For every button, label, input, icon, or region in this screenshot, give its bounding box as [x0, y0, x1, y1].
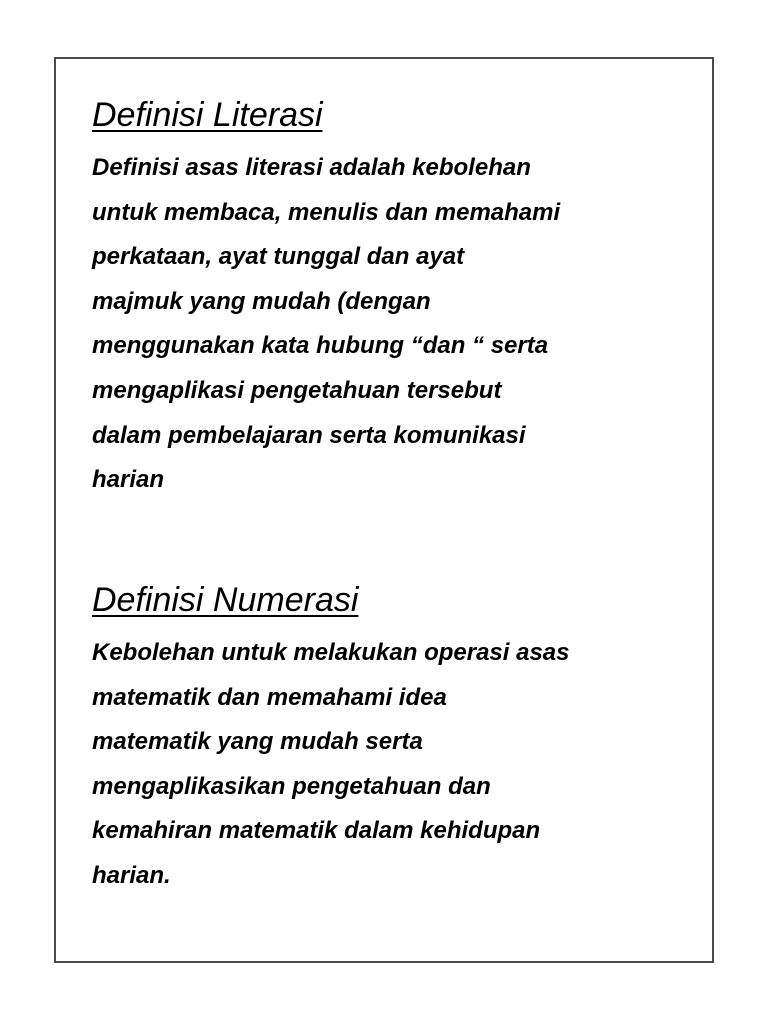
literasi-line: majmuk yang mudah (dengan — [92, 287, 431, 315]
numerasi-line: harian. — [92, 861, 171, 889]
numerasi-line: Kebolehan untuk melakukan operasi asas — [92, 639, 570, 666]
literasi-line: untuk membaca, menulis dan memahami — [92, 198, 561, 226]
literasi-line: dalam pembelajaran serta komunikasi — [92, 421, 526, 449]
literasi-line: mengaplikasi pengetahuan tersebut — [92, 376, 502, 404]
numerasi-definition — [92, 631, 570, 899]
numerasi-line: kemahiran matematik dalam kehidupan — [92, 817, 541, 845]
literasi-heading: Definisi Literasi — [92, 96, 323, 134]
numerasi-line: matematik yang mudah serta — [92, 728, 423, 756]
literasi-line: Definisi asas literasi adalah kebolehan — [92, 154, 531, 181]
numerasi-line: matematik dan memahami idea — [92, 683, 447, 711]
literasi-line: menggunakan kata hubung “dan “ serta — [92, 332, 549, 360]
numerasi-line: mengaplikasikan pengetahuan dan — [92, 772, 491, 800]
literasi-line: perkataan, ayat tunggal dan ayat — [92, 243, 465, 271]
literasi-definition — [92, 146, 560, 503]
numerasi-heading: Definisi Numerasi — [92, 581, 359, 619]
literasi-line: harian — [92, 466, 165, 494]
